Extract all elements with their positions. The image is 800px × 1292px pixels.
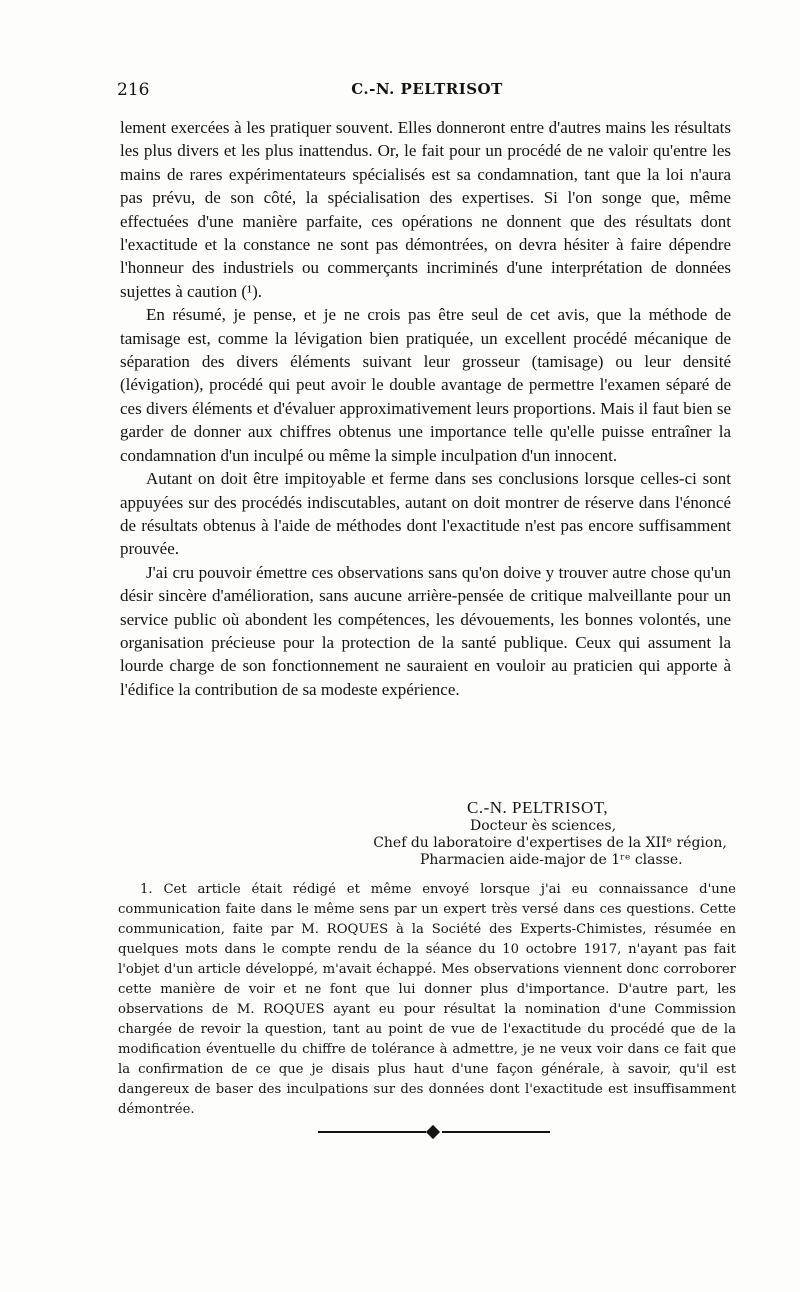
paragraph: En résumé, je pense, et je ne crois pas être seul de cet avis, que la méthode de tamisage est, comme la lévigation bien pratiquée, un excellent procédé mécanique de séparation des divers éléments suivant leur grosseur (tamisage) ou leur densité (lévigation), procédé qui peut avoir le double avantage de permettre l'examen séparé de ces divers éléments et d'évaluer approximativement leurs proportions. Mais il faut bien se garder de donner aux chiffres obtenus une importance telle qu'elle puisse entraîner la condamnation d'un inculpé ou même la simple inculpation d'un innocent. — [120, 305, 731, 465]
rule-line-right — [442, 1131, 550, 1133]
paragraph: lement exercées à les pratiquer souvent. Elles donneront entre d'autres mains les résultats les plus divers et les plus inattendus. Or, le fait pour un procédé de ne valoir qu'entre les mains de rares expérimentateurs spécialisés est sa condamnation, tant que la loi n'aura pas prévu, de son côté, la spécialisation des expertises. Si l'on songe que, même effectuées d'une manière parfaite, ces opérations ne donnent que des résultats dont l'exactitude et la constance ne sont pas démontrées, on devra hésiter à faire dépendre l'honneur des industriels ou commerçants incriminés d'une interprétation de données sujettes à caution (¹). — [120, 118, 731, 301]
page-header — [117, 80, 737, 104]
paragraph: Autant on doit être impitoyable et ferme dans ses conclusions lorsque celles-ci sont appuyées sur des procédés indiscutables, autant on doit montrer de réserve dans l'énoncé de résultats obtenus à l'aide de méthodes dont l'exactitude n'est pas encore suffisamment prouvée. — [120, 469, 731, 559]
footnote — [118, 880, 736, 1120]
signature-block — [360, 798, 740, 869]
author-title: Pharmacien aide-major de 1ʳᵉ classe. — [420, 852, 683, 868]
paragraph: J'ai cru pouvoir émettre ces observations sans qu'on doive y trouver autre chose qu'un désir sincère d'amélioration, sans aucune arrière-pensée de critique malveillante pour un service public où abondent les compétences, les dévouements, les bonnes volontés, une organisation précieuse pour la protection de la santé publique. Ceux qui assument la lourde charge de son fonctionnement ne sauraient en vouloir au praticien qui apporte à l'édifice la contribution de sa modeste expérience. — [120, 562, 731, 699]
page-number: 216 — [117, 80, 150, 100]
body-text — [120, 116, 731, 701]
footnote-text: 1. Cet article était rédigé et même envoyé lorsque j'ai eu connaissance d'une communication faite dans le même sens par un expert très versé dans ces questions. Cette communication, faite par M. ROQUES à la Société des Experts-Chimistes, résumée en quelques mots dans le compte rendu de la séance du 10 octobre 1917, n'ayant pas fait l'objet d'un article développé, m'avait échappé. Mes observations viennent donc corroborer cette manière de voir et ne font que lui donner plus d'importance. D'autre part, les observations de M. ROQUES ayant eu pour résultat la nomination d'une Commission chargée de revoir la question, tant au point de vue de l'exactitude du procédé que de la modification éventuelle du chiffre de tolérance à admettre, je ne veux voir dans ce fait que la confirmation de ce que je disais plus haut d'une façon générale, à savoir, qu'il est dangereux de baser des inculpations sur des données dont l'exactitude est insuffisamment démontrée. — [118, 882, 736, 1117]
author-title: Chef du laboratoire d'expertises de la XIIᵉ région, — [373, 835, 727, 851]
author-name: C.-N. PELTRISOT, — [467, 798, 609, 817]
diamond-ornament-icon — [426, 1125, 440, 1139]
running-head: C.-N. PELTRISOT — [351, 80, 503, 98]
end-ornament-rule — [318, 1126, 550, 1138]
author-title: Docteur ès sciences, — [470, 818, 617, 834]
rule-line-left — [318, 1131, 426, 1133]
